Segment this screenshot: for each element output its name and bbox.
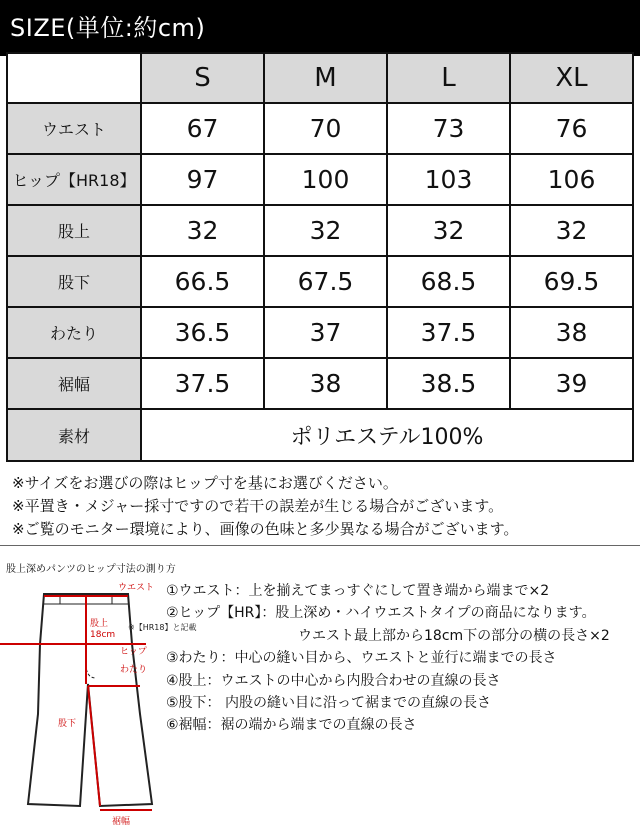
cell-value: 97: [141, 154, 264, 205]
section-divider: [0, 545, 640, 546]
size-table: [6, 52, 634, 462]
step-line: ①ウエスト：上を揃えてまっすぐにして置き端から端まで×2: [166, 583, 550, 599]
size-header: [0, 0, 640, 56]
measure-title: 股上深めパンツのヒップ寸法の測り方: [6, 564, 176, 575]
label-hr-note: ※【HR18】と記載: [128, 623, 197, 632]
cell-value: 37.5: [141, 358, 264, 409]
cell-value: 38.5: [387, 358, 510, 409]
cell-value: 68.5: [387, 256, 510, 307]
step-line: ⑥裾幅：裾の端から端までの直線の長さ: [166, 717, 417, 734]
cell-value: 32: [510, 205, 633, 256]
label-waist: ウエスト: [118, 583, 155, 593]
size-s: S: [141, 53, 264, 103]
cell-value: 36.5: [141, 307, 264, 358]
cell-value: 39: [510, 358, 633, 409]
cell-value: 32: [264, 205, 387, 256]
label-inseam: 股下: [58, 719, 77, 729]
step-line: ⑤股下： 内股の縫い目に沿って裾までの直線の長さ: [166, 695, 491, 712]
size-title: SIZE(単位:約cm): [10, 14, 206, 42]
table-row: [7, 256, 633, 307]
table-row: [7, 205, 633, 256]
label-hip: ヒップ: [120, 647, 147, 657]
material-value: ポリエステル100%: [141, 409, 633, 461]
cell-value: 66.5: [141, 256, 264, 307]
row-label: わたり: [7, 307, 141, 358]
table-row: [7, 103, 633, 154]
table-row: [7, 358, 633, 409]
measure-steps: [166, 580, 636, 737]
notes: [12, 472, 632, 541]
table-row: [7, 307, 633, 358]
row-label: ウエスト: [7, 103, 141, 154]
size-xl: XL: [510, 53, 633, 103]
row-label: 股上: [7, 205, 141, 256]
cell-value: 38: [510, 307, 633, 358]
label-rise: 股上: [90, 619, 109, 629]
cell-value: 69.5: [510, 256, 633, 307]
step-line: ②ヒップ【HR】：股上深め・ハイウエストタイプの商品になります。: [166, 605, 596, 622]
cell-value: 70: [264, 103, 387, 154]
step-line: ウエスト最上部から18cm下の部分の横の長さ×2: [298, 627, 610, 644]
material-row: [7, 409, 633, 461]
step-line: ③わたり：中心の縫い目から、ウエストと並行に端までの長さ: [166, 650, 557, 667]
material-label: 素材: [7, 409, 141, 461]
cell-value: 73: [387, 103, 510, 154]
cell-value: 32: [387, 205, 510, 256]
cell-value: 67: [141, 103, 264, 154]
note-line: ※ご覧のモニター環境により、画像の色味と多少異なる場合がございます。: [12, 520, 519, 538]
cell-value: 106: [510, 154, 633, 205]
cell-value: 76: [510, 103, 633, 154]
cell-value: 103: [387, 154, 510, 205]
label-rise-18cm: 18cm: [90, 630, 116, 640]
row-label: ヒップ【HR18】: [7, 154, 141, 205]
label-hem: 裾幅: [112, 817, 131, 827]
table-row: [7, 154, 633, 205]
row-label: 股下: [7, 256, 141, 307]
cell-value: 100: [264, 154, 387, 205]
row-label: 裾幅: [7, 358, 141, 409]
size-header-row: [7, 53, 633, 103]
cell-value: 37: [264, 307, 387, 358]
size-m: M: [264, 53, 387, 103]
cell-value: 37.5: [387, 307, 510, 358]
label-thigh: わたり: [120, 665, 148, 675]
note-line: ※サイズをお選びの際はヒップ寸を基にお選びください。: [12, 474, 398, 492]
cell-value: 38: [264, 358, 387, 409]
corner-cell: [7, 53, 141, 103]
cell-value: 32: [141, 205, 264, 256]
size-l: L: [387, 53, 510, 103]
cell-value: 67.5: [264, 256, 387, 307]
step-line: ④股上：ウエストの中心から内股合わせの直線の長さ: [166, 672, 501, 689]
note-line: ※平置き・メジャー採寸ですので若干の誤差が生じる場合がございます。: [12, 497, 504, 515]
